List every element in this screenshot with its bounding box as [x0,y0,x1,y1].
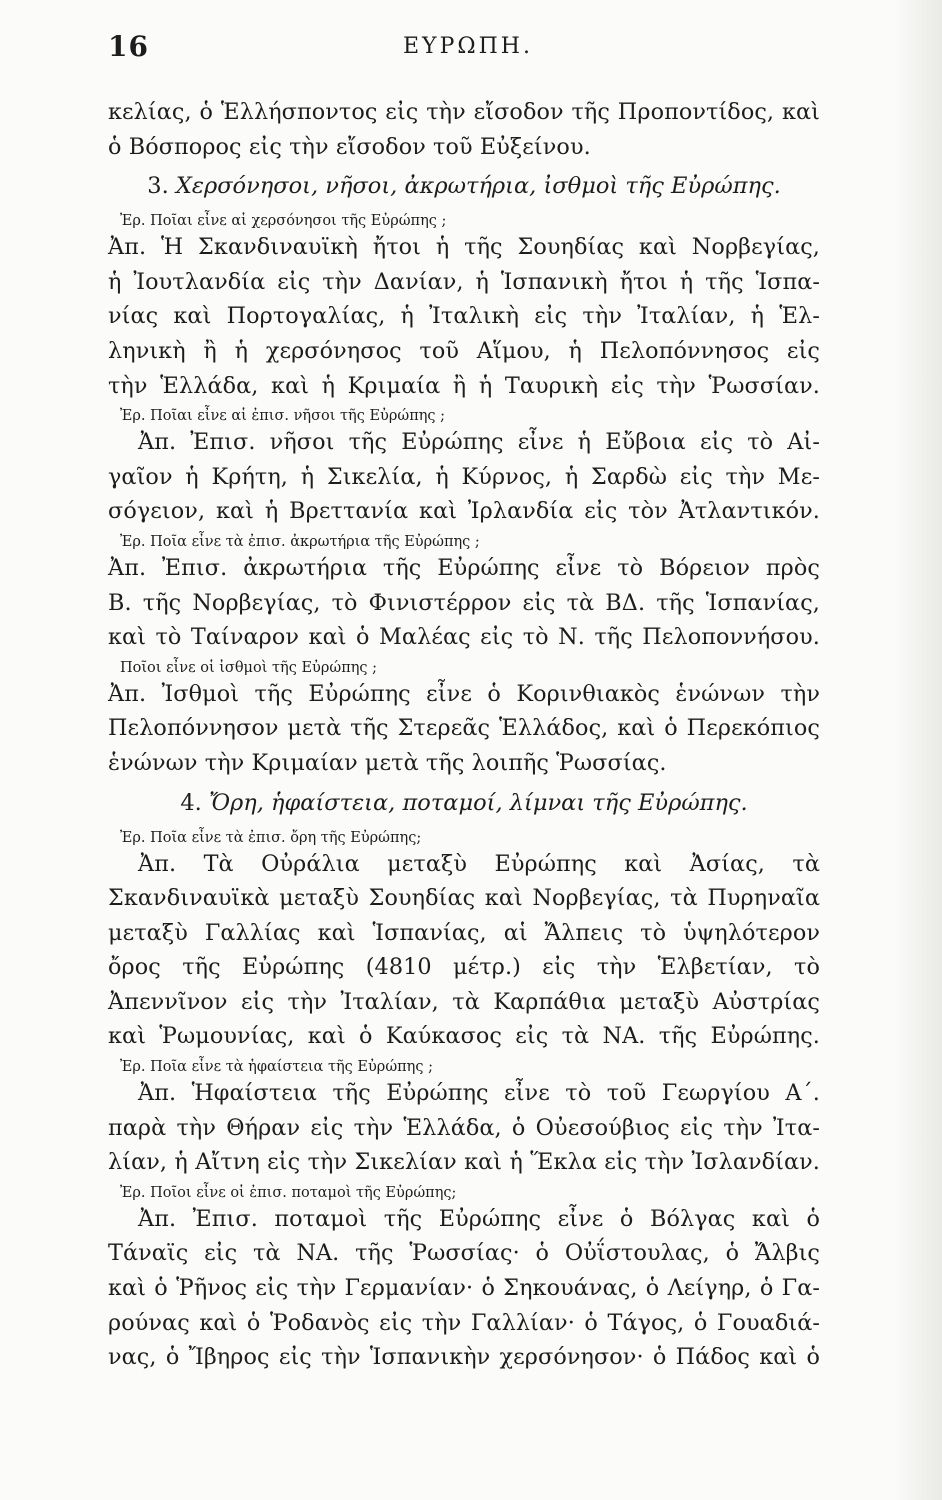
text-line: γαῖον ἡ Κρήτη, ἡ Σικελία, ἡ Κύρνος, ἡ Σαρδὼ εἰς τὴν Με- [108,463,820,490]
question-line: Ἐρ. Ποῖοι εἶνε οἱ ἐπισ. ποταμοὶ τῆς Εὐρώπης; [120,1184,457,1201]
text-line: μεταξὺ Γαλλίας καὶ Ἱσπανίας, αἱ Ἄλπεις τὸ ὑψηλότερον [108,919,820,946]
page-header [108,30,828,70]
text-line: καὶ Ῥωμουνίας, καὶ ὁ Καύκασος εἰς τὰ ΝΑ. τῆς Εὐρώπης. [108,1023,820,1050]
text-line: παρὰ τὴν Θήραν εἰς τὴν Ἑλλάδα, ὁ Οὐεσούβιος εἰς τὴν Ἰτα- [108,1114,820,1141]
text-line: νίας καὶ Πορτογαλίας, ἡ Ἰταλικὴ εἰς τὴν Ἰταλίαν, ἡ Ἑλ- [108,303,820,330]
running-title: ΕΥΡΩΠΗ. [403,34,533,59]
text-line: Τάναϊς εἰς τὰ ΝΑ. τῆς Ῥωσσίας· ὁ Οὐΐστουλας, ὁ Ἄλβις [108,1240,820,1267]
section-number: 3. [147,173,169,200]
text-line: Ἀπ. Ἐπισ. ποταμοὶ τῆς Εὐρώπης εἶνε ὁ Βόλγας καὶ ὁ [138,1205,820,1232]
section-title: Ὄρη, ἡφαίστεια, ποταμοί, λίμναι τῆς Εὐρώπης. [208,789,748,816]
text-line: ὁ Βόσπορος εἰς τὴν εἴσοδον τοῦ Εὐξείνου. [108,133,591,160]
page-body [108,95,820,1375]
text-line: κελίας, ὁ Ἑλλήσποντος εἰς τὴν εἴσοδον τῆς Προποντίδος, καὶ [108,99,820,125]
text-line: ρούνας καὶ ὁ Ῥοδανὸς εἰς τὴν Γαλλίαν· ὁ Τάγος, ὁ Γουαδιά- [108,1309,820,1336]
section-heading [108,164,820,208]
question-line: Ἐρ. Ποῖα εἶνε τὰ ἡφαίστεια τῆς Εὐρώπης ; [120,1059,433,1076]
text-line: νας, ὁ Ἴβηρος εἰς τὴν Ἱσπανικὴν χερσόνησον· ὁ Πάδος καὶ ὁ [108,1344,820,1371]
question-line: Ἐρ. Ποῖα εἶνε τὰ ἐπισ. ἀκρωτήρια τῆς Εὐρώπης ; [120,533,480,550]
text-line: καὶ τὸ Ταίναρον καὶ ὁ Μαλέας εἰς τὸ Ν. τῆς Πελοποννήσου. [108,624,820,651]
question-line: Ἐρ. Ποῖαι εἶνε αἱ χερσόνησοι τῆς Εὐρώπης ; [120,213,447,230]
text-line: Πελοπόννησον μετὰ τῆς Στερεᾶς Ἑλλάδος, καὶ ὁ Περεκόπιος [108,715,820,742]
question-line: Ἐρ. Ποῖα εἶνε τὰ ἐπισ. ὄρη τῆς Εὐρώπης; [120,829,422,846]
page-edge-shadow [894,0,942,1500]
text-line: Ἀπ. Ἰσθμοὶ τῆς Εὐρώπης εἶνε ὁ Κορινθιακὸς ἑνώνων τὴν [108,680,820,707]
text-line: Σκανδιναυϊκὰ μεταξὺ Σουηδίας καὶ Νορβεγίας, τὰ Πυρηναῖα [108,885,820,912]
text-line: ἡ Ἰουτλανδία εἰς τὴν Δανίαν, ἡ Ἱσπανικὴ ἤτοι ἡ τῆς Ἱσπα- [108,268,820,295]
question-line: Ποῖοι εἶνε οἱ ἰσθμοὶ τῆς Εὐρώπης ; [120,659,378,676]
text-line: λίαν, ἡ Αἴτνη εἰς τὴν Σικελίαν καὶ ἡ Ἕκλα εἰς τὴν Ἰσλανδίαν. [108,1149,820,1176]
text-line: σόγειον, καὶ ἡ Βρεττανία καὶ Ἰρλανδία εἰς τὸν Ἀτλαντικόν. [108,498,820,525]
text-line: Ἀπεννῖνον εἰς τὴν Ἰταλίαν, τὰ Καρπάθια μεταξὺ Αὐστρίας [108,988,820,1015]
section-heading [108,781,820,825]
text-line: καὶ ὁ Ῥῆνος εἰς τὴν Γερμανίαν· ὁ Σηκουάνας, ὁ Λείγηρ, ὁ Γα- [108,1275,820,1302]
text-line: Ἀπ. Ἡ Σκανδιναυϊκὴ ἤτοι ἡ τῆς Σουηδίας καὶ Νορβεγίας, [108,234,820,261]
text-line: Ἀπ. Ἡφαίστεια τῆς Εὐρώπης εἶνε τὸ τοῦ Γεωργίου Α΄. [138,1080,820,1107]
question-line: Ἐρ. Ποῖαι εἶνε αἱ ἐπισ. νῆσοι τῆς Εὐρώπης ; [120,408,446,425]
text-line: Ἀπ. Τὰ Οὐράλια μεταξὺ Εὐρώπης καὶ Ἀσίας, τὰ [138,850,820,877]
text-line: ὄρος τῆς Εὐρώπης (4810 μέτρ.) εἰς τὴν Ἑλβετίαν, τὸ [108,954,820,981]
section-title: Χερσόνησοι, νῆσοι, ἀκρωτήρια, ἰσθμοὶ τῆς Εὐρώπης. [175,173,781,200]
text-line: Β. τῆς Νορβεγίας, τὸ Φινιστέρρον εἰς τὰ ΒΔ. τῆς Ἱσπανίας, [108,589,820,616]
text-line: ληνικὴ ἢ ἡ χερσόνησος τοῦ Αἵμου, ἡ Πελοπόννησος εἰς [108,337,820,364]
text-line: Ἀπ. Ἐπισ. νῆσοι τῆς Εὐρώπης εἶνε ἡ Εὔβοια εἰς τὸ Αἰ- [138,429,820,456]
section-number: 4. [180,789,202,816]
text-line: ἑνώνων τὴν Κριμαίαν μετὰ τῆς λοιπῆς Ῥωσσίας. [108,749,667,776]
text-line: Ἀπ. Ἐπισ. ἀκρωτήρια τῆς Εὐρώπης εἶνε τὸ Βόρειον πρὸς [108,554,820,581]
page-number: 16 [108,30,149,63]
text-line: τὴν Ἑλλάδα, καὶ ἡ Κριμαία ἢ ἡ Ταυρικὴ εἰς τὴν Ῥωσσίαν. [108,372,820,399]
